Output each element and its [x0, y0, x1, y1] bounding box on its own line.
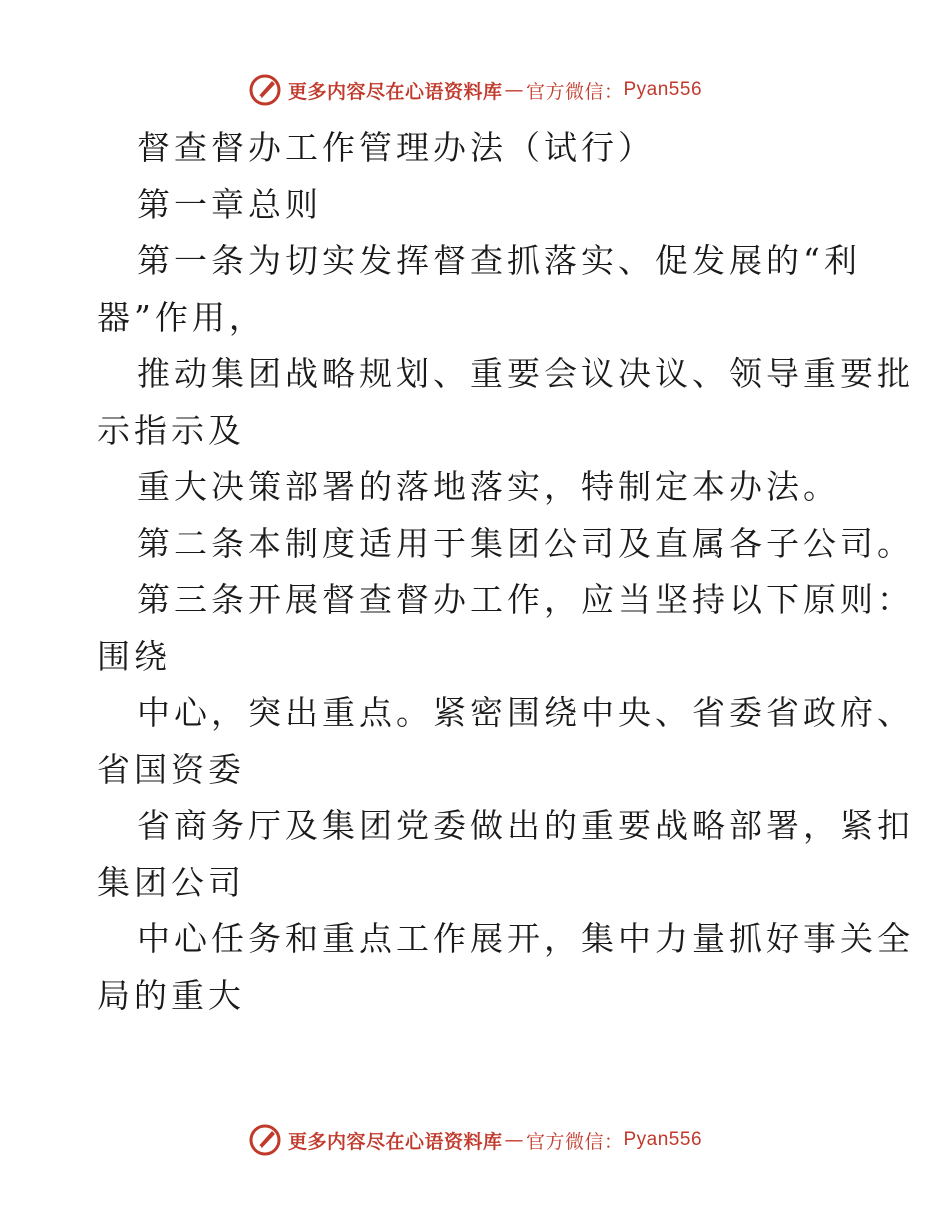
watermark-wechat-id: Pyan556 — [623, 79, 703, 100]
document-line: 省国资委 — [97, 749, 245, 789]
document-line: 中心任务和重点工作展开，集中力量抓好事关全 — [137, 919, 914, 958]
document-line: 局的重大 — [97, 975, 245, 1015]
quill-pen-logo-icon — [248, 73, 282, 107]
watermark-main-text: 更多内容尽在心语资料库 — [287, 1130, 503, 1153]
document-line: 省商务厅及集团党委做出的重要战略部署，紧扣 — [137, 806, 914, 845]
document-line: 第一章总则 — [137, 184, 322, 224]
document-line: 第三条开展督查督办工作，应当坚持以下原则： — [137, 580, 914, 619]
watermark-wechat-label: 官方微信： — [525, 80, 624, 103]
document-line: 示指示及 — [97, 410, 245, 450]
document-line: 围绕 — [97, 636, 171, 676]
watermark-wechat-id: Pyan556 — [623, 1129, 703, 1150]
document-line: 中心，突出重点。紧密围绕中央、省委省政府、 — [137, 693, 914, 732]
document-line: 督查督办工作管理办法（试行） — [137, 128, 655, 167]
watermark-dash: — — [504, 1129, 524, 1151]
document-line: 推动集团战略规划、重要会议决议、领导重要批 — [137, 354, 914, 393]
document-body — [97, 120, 914, 1024]
watermark-main-text: 更多内容尽在心语资料库 — [287, 80, 503, 103]
document-line: 器”作用， — [97, 297, 266, 337]
quill-pen-logo-icon — [248, 1123, 282, 1157]
watermark-wechat-label: 官方微信： — [525, 1130, 624, 1153]
document-line: 第二条本制度适用于集团公司及直属各子公司。 — [137, 523, 914, 563]
document-line: 第一条为切实发挥督查抓落实、促发展的“利 — [137, 241, 861, 280]
watermark-dash: — — [504, 79, 524, 101]
header-watermark — [0, 72, 950, 108]
document-line: 集团公司 — [97, 862, 245, 902]
document-line: 重大决策部署的落地落实，特制定本办法。 — [137, 467, 840, 506]
footer-watermark — [0, 1122, 950, 1158]
